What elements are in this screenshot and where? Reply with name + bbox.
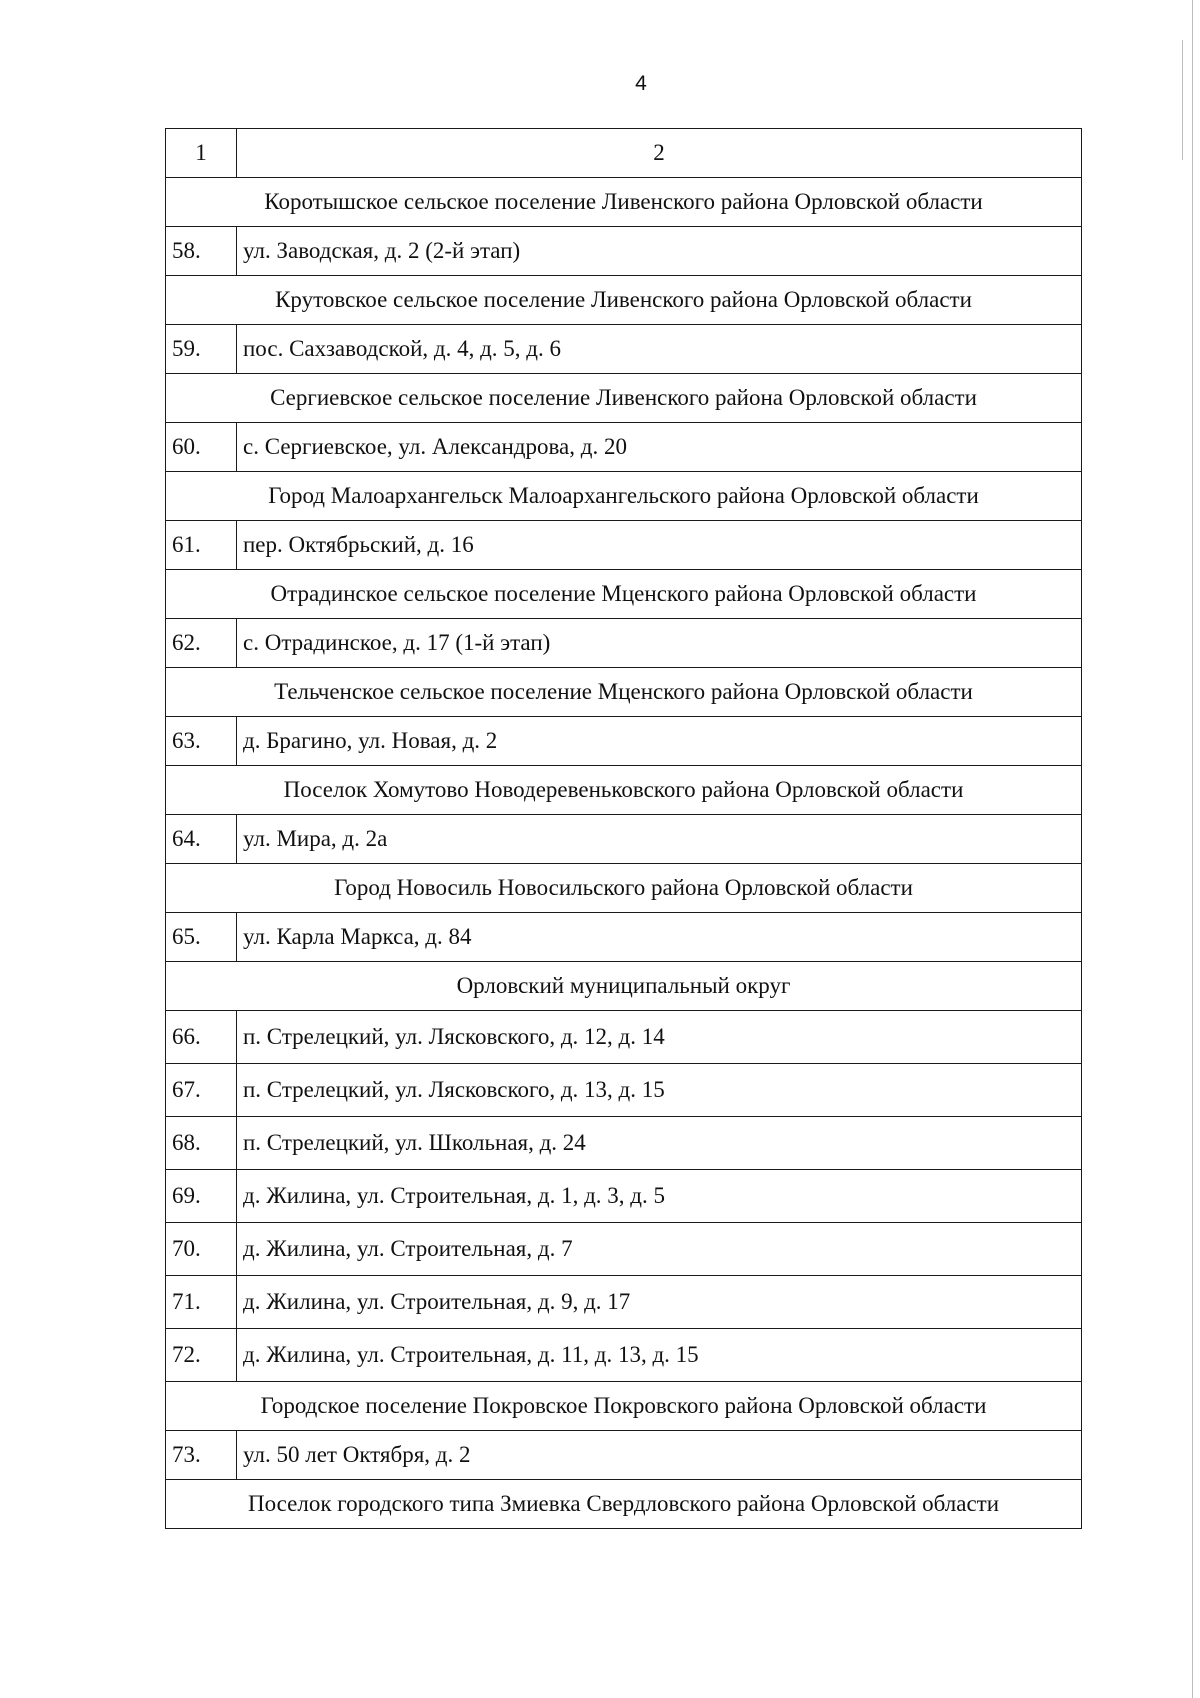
row-number: 71. — [166, 1276, 237, 1329]
row-number: 63. — [166, 717, 237, 766]
section-row — [166, 178, 1082, 227]
table-row — [166, 1170, 1082, 1223]
row-number: 72. — [166, 1329, 237, 1382]
row-address: д. Брагино, ул. Новая, д. 2 — [237, 717, 1082, 766]
section-row — [166, 570, 1082, 619]
row-address: ул. Карла Маркса, д. 84 — [237, 913, 1082, 962]
table-row — [166, 1011, 1082, 1064]
row-address: с. Сергиевское, ул. Александрова, д. 20 — [237, 423, 1082, 472]
table-row — [166, 423, 1082, 472]
table-body — [166, 129, 1082, 1529]
row-address: пер. Октябрьский, д. 16 — [237, 521, 1082, 570]
row-address: п. Стрелецкий, ул. Лясковского, д. 13, д. 15 — [237, 1064, 1082, 1117]
table-row — [166, 1431, 1082, 1480]
row-number: 69. — [166, 1170, 237, 1223]
table-row — [166, 227, 1082, 276]
row-address: п. Стрелецкий, ул. Школьная, д. 24 — [237, 1117, 1082, 1170]
section-row — [166, 1480, 1082, 1529]
section-title: Поселок городского типа Змиевка Свердловского района Орловской области — [166, 1480, 1082, 1529]
section-row — [166, 374, 1082, 423]
row-number: 61. — [166, 521, 237, 570]
row-address: ул. Заводская, д. 2 (2-й этап) — [237, 227, 1082, 276]
scan-artifact-line — [1182, 40, 1183, 160]
section-row — [166, 864, 1082, 913]
row-number: 68. — [166, 1117, 237, 1170]
row-number: 70. — [166, 1223, 237, 1276]
row-number: 59. — [166, 325, 237, 374]
addresses-table — [165, 128, 1082, 1529]
row-number: 58. — [166, 227, 237, 276]
row-address: д. Жилина, ул. Строительная, д. 9, д. 17 — [237, 1276, 1082, 1329]
section-title: Город Малоархангельск Малоархангельского района Орловской области — [166, 472, 1082, 521]
section-title: Крутовское сельское поселение Ливенского района Орловской области — [166, 276, 1082, 325]
row-address: д. Жилина, ул. Строительная, д. 1, д. 3, д. 5 — [237, 1170, 1082, 1223]
row-number: 62. — [166, 619, 237, 668]
table-row — [166, 619, 1082, 668]
section-row — [166, 276, 1082, 325]
section-row — [166, 962, 1082, 1011]
section-title: Коротышское сельское поселение Ливенского района Орловской области — [166, 178, 1082, 227]
row-number: 60. — [166, 423, 237, 472]
row-number: 66. — [166, 1011, 237, 1064]
table-row — [166, 1117, 1082, 1170]
header-col-1: 1 — [166, 129, 237, 178]
row-address: ул. 50 лет Октября, д. 2 — [237, 1431, 1082, 1480]
section-title: Городское поселение Покровское Покровского района Орловской области — [166, 1382, 1082, 1431]
table-row — [166, 717, 1082, 766]
table-row — [166, 815, 1082, 864]
section-title: Орловский муниципальный округ — [166, 962, 1082, 1011]
section-title: Отрадинское сельское поселение Мценского района Орловской области — [166, 570, 1082, 619]
row-address: ул. Мира, д. 2а — [237, 815, 1082, 864]
row-address: п. Стрелецкий, ул. Лясковского, д. 12, д. 14 — [237, 1011, 1082, 1064]
section-title: Тельченское сельское поселение Мценского района Орловской области — [166, 668, 1082, 717]
page-number: 4 — [635, 72, 647, 95]
table-header-row — [166, 129, 1082, 178]
table-row — [166, 521, 1082, 570]
section-row — [166, 668, 1082, 717]
table-row — [166, 1223, 1082, 1276]
row-number: 73. — [166, 1431, 237, 1480]
table-row — [166, 1329, 1082, 1382]
table-row — [166, 913, 1082, 962]
row-address: пос. Сахзаводской, д. 4, д. 5, д. 6 — [237, 325, 1082, 374]
row-number: 67. — [166, 1064, 237, 1117]
section-row — [166, 472, 1082, 521]
row-number: 65. — [166, 913, 237, 962]
section-title: Сергиевское сельское поселение Ливенского района Орловской области — [166, 374, 1082, 423]
section-title: Город Новосиль Новосильского района Орловской области — [166, 864, 1082, 913]
table-row — [166, 1064, 1082, 1117]
table-row — [166, 325, 1082, 374]
row-address: с. Отрадинское, д. 17 (1-й этап) — [237, 619, 1082, 668]
scan-artifact-line — [1192, 0, 1193, 1698]
row-address: д. Жилина, ул. Строительная, д. 11, д. 13, д. 15 — [237, 1329, 1082, 1382]
section-row — [166, 766, 1082, 815]
row-address: д. Жилина, ул. Строительная, д. 7 — [237, 1223, 1082, 1276]
section-row — [166, 1382, 1082, 1431]
section-title: Поселок Хомутово Новодеревеньковского района Орловской области — [166, 766, 1082, 815]
row-number: 64. — [166, 815, 237, 864]
table-row — [166, 1276, 1082, 1329]
header-col-2: 2 — [237, 129, 1082, 178]
